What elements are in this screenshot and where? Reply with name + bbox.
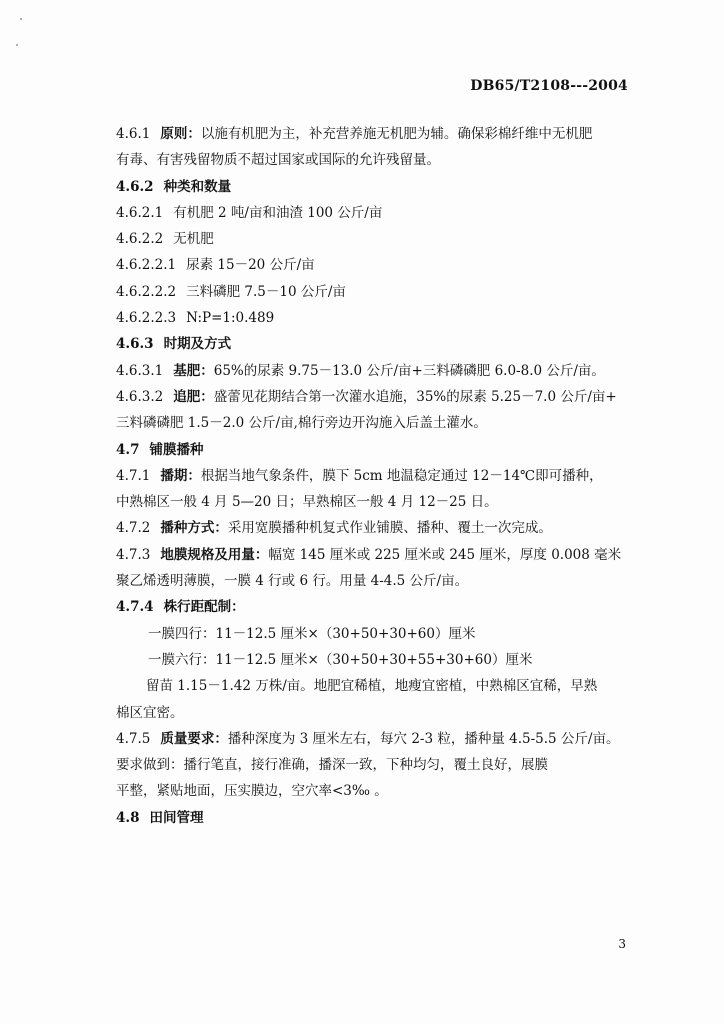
text-line (116, 463, 636, 489)
section-number: 4.7.5 (116, 730, 151, 747)
section-text: 有毒、有害残留物质不超过国家或国际的允许残留量。 (116, 152, 440, 169)
section-number: 4.7.3 (116, 546, 151, 563)
section-number: 4.6.2.2.2 (116, 283, 177, 300)
text-line (116, 805, 636, 831)
section-text: 无机肥 (173, 231, 214, 248)
text-line (116, 331, 636, 357)
text-line (116, 174, 636, 200)
scan-speck (16, 44, 18, 46)
document-code: DB65/T2108---2004 (470, 78, 628, 94)
section-heading: 株行距配制： (163, 599, 245, 616)
text-line (116, 279, 636, 305)
section-text: 留苗 1.15－1.42 万株/亩。地肥宜稀植，地瘦宜密植，中熟棉区宜稀，早熟 (146, 678, 598, 695)
section-text: 采用宽膜播种机复式作业铺膜、播种、覆土一次完成。 (227, 520, 552, 537)
section-text: 三料磷磷肥 1.5－2.0 公斤/亩,棉行旁边开沟施入后盖土灌水。 (116, 415, 487, 432)
text-line (116, 358, 636, 384)
text-line (116, 489, 636, 515)
text-line (116, 647, 636, 673)
section-number: 4.7 (116, 441, 140, 458)
section-text: 中熟棉区一般 4 月 5—20 日；早熟棉区一般 4 月 12－25 日。 (116, 494, 498, 511)
section-number: 4.6.3 (116, 336, 154, 353)
scan-speck (20, 18, 22, 20)
section-number: 4.6.2.2.1 (116, 257, 177, 274)
text-line (116, 621, 636, 647)
section-text: 聚乙烯透明薄膜，一膜 4 行或 6 行。用量 4-4.5 公斤/亩。 (116, 573, 469, 590)
document-body (116, 121, 636, 831)
section-heading: 追肥： (173, 388, 214, 405)
section-number: 4.6.3.2 (116, 388, 164, 405)
section-heading: 原则： (160, 126, 201, 142)
section-number: 4.7.2 (116, 520, 151, 537)
section-text: 一膜六行：11－12.5 厘米×（30+50+30+55+30+60）厘米 (148, 651, 533, 668)
section-number: 4.6.1 (116, 126, 151, 142)
text-line (116, 726, 636, 752)
section-heading: 播期： (160, 467, 201, 484)
section-text: 三料磷肥 7.5－10 公斤/亩 (186, 283, 346, 300)
section-text: 播种深度为 3 厘米左右，每穴 2-3 粒，播种量 4.5-5.5 公斤/亩。 (227, 730, 620, 747)
text-line (116, 542, 636, 568)
text-line (116, 226, 636, 252)
section-text: 盛蕾见花期结合第一次灌水追施，35%的尿素 5.25－7.0 公斤/亩+ (213, 388, 617, 405)
text-line (116, 252, 636, 278)
section-number: 4.7.1 (116, 467, 151, 484)
section-text: 幅宽 145 厘米或 225 厘米或 245 厘米，厚度 0.008 毫米 (268, 546, 622, 563)
section-text: 根据当地气象条件，膜下 5cm 地温稳定通过 12－14℃即可播种， (200, 467, 603, 484)
text-line (116, 568, 636, 594)
text-line (116, 752, 636, 778)
text-line (116, 305, 636, 331)
text-line (116, 437, 636, 463)
section-text: 要求做到：播行笔直，接行准确，播深一致，下种均匀，覆土良好，展膜 (116, 757, 548, 774)
section-text: 65%的尿素 9.75－13.0 公斤/亩+三料磷磷肥 6.0-8.0 公斤/亩。 (213, 362, 605, 379)
section-heading: 种类和数量 (163, 178, 232, 195)
section-number: 4.6.2.2.3 (116, 310, 177, 327)
text-line (116, 121, 636, 147)
text-line (116, 384, 636, 410)
section-text: 尿素 15－20 公斤/亩 (186, 257, 315, 274)
section-text: 棉区宜密。 (116, 704, 184, 721)
text-line (116, 515, 636, 541)
section-text: N:P=1:0.489 (186, 310, 275, 327)
page-number: 3 (618, 937, 626, 951)
text-line (116, 594, 636, 620)
text-line (116, 147, 636, 173)
section-number: 4.6.2.1 (116, 204, 164, 221)
section-text: 有机肥 2 吨/亩和油渣 100 公斤/亩 (173, 204, 383, 221)
section-number: 4.6.3.1 (116, 362, 164, 379)
text-line (116, 778, 636, 804)
section-heading: 铺膜播种 (149, 441, 204, 458)
section-heading: 地膜规格及用量： (160, 546, 269, 563)
text-line (116, 200, 636, 226)
section-heading: 时期及方式 (163, 336, 232, 353)
section-number: 4.6.2 (116, 178, 154, 195)
section-number: 4.6.2.2 (116, 231, 164, 248)
section-heading: 田间管理 (149, 809, 204, 826)
section-heading: 基肥： (173, 362, 214, 379)
section-text: 以施有机肥为主，补充营养施无机肥为辅。确保彩棉纤维中无机肥 (200, 126, 593, 142)
text-line (116, 673, 636, 699)
section-number: 4.7.4 (116, 599, 154, 616)
section-heading: 播种方式： (160, 520, 228, 537)
section-number: 4.8 (116, 809, 140, 826)
section-text: 一膜四行：11－12.5 厘米×（30+50+30+60）厘米 (148, 625, 476, 642)
text-line (116, 410, 636, 436)
section-heading: 质量要求： (160, 730, 228, 747)
section-text: 平整，紧贴地面，压实膜边，空穴率<3‰ 。 (116, 783, 388, 800)
text-line (116, 700, 636, 726)
